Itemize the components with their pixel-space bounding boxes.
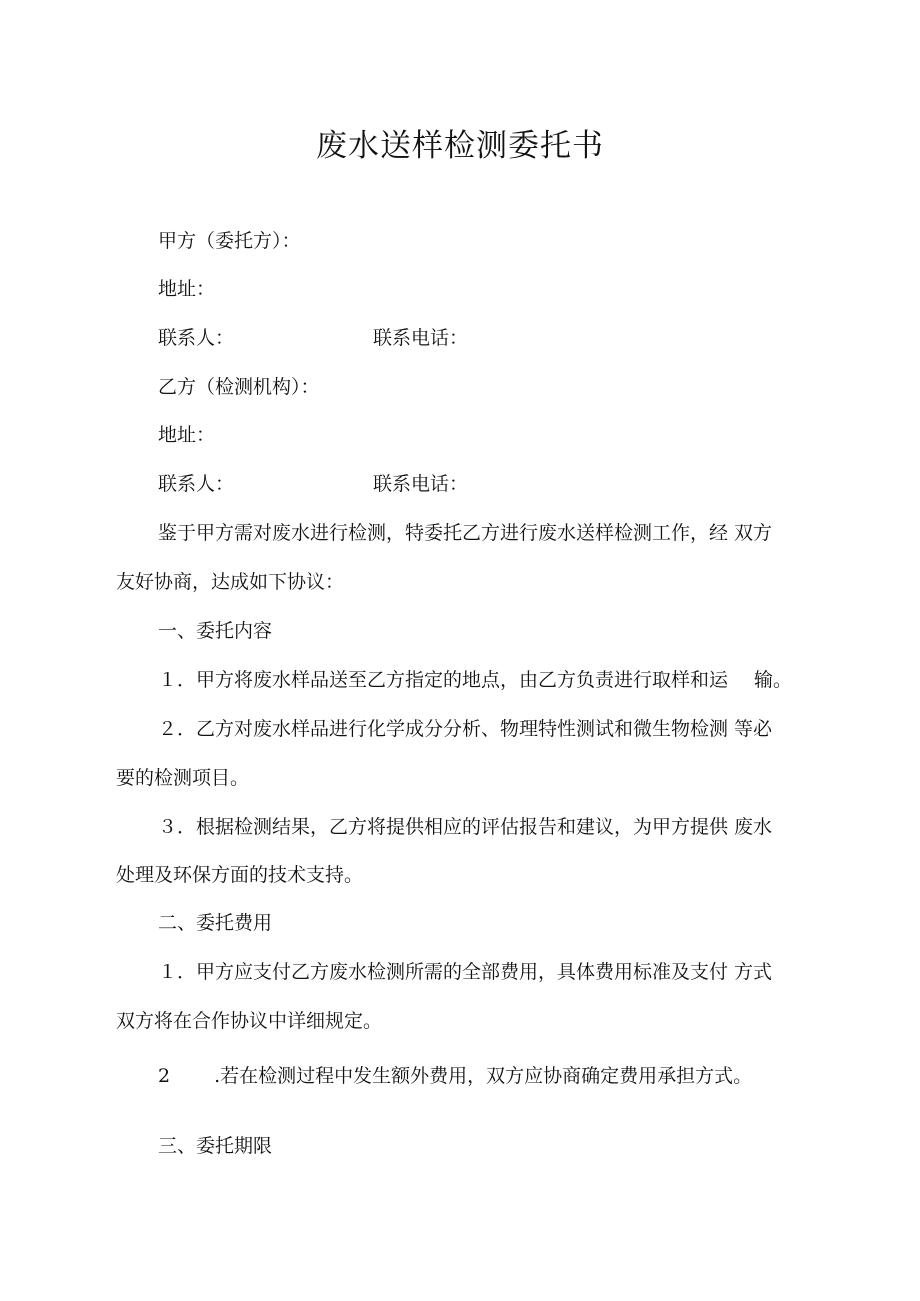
party-a-address-label: 地址：: [158, 278, 216, 300]
section-1-item-1-text: １．甲方将废水样品送至乙方指定的地点，由乙方负责进行取样和运: [158, 669, 729, 691]
section-2-item-1-line-2: 双方将在合作协议中详细规定。: [116, 1010, 383, 1032]
preamble-line-2: 友好协商，达成如下协议：: [116, 571, 345, 593]
section-1-item-1-end: 输。: [754, 669, 793, 691]
section-2-item-2-text: .若在检测过程中发生额外费用，双方应协商确定费用承担方式。: [214, 1065, 753, 1087]
section-2-heading: 二、委托费用: [158, 912, 273, 934]
party-a-heading: 甲方（委托方）：: [158, 230, 301, 252]
section-1-item-1: [158, 667, 792, 693]
section-1-item-3-line-1: ３．根据检测结果，乙方将提供相应的评估报告和建议，为甲方提供 废水: [158, 816, 773, 838]
party-b-phone-label: 联系电话：: [373, 473, 469, 495]
section-3-heading: 三、委托期限: [158, 1135, 273, 1157]
section-1-item-3-line-2: 处理及环保方面的技术支持。: [116, 864, 364, 886]
party-a-contact-label: 联系人：: [158, 327, 235, 349]
section-1-item-2-line-1: ２．乙方对废水样品进行化学成分分析、物理特性测试和微生物检测 等必: [158, 718, 773, 740]
section-2-item-2-number: 2: [158, 1065, 171, 1087]
section-2-item-1-line-1: １．甲方应支付乙方废水检测所需的全部费用，具体费用标准及支付 方式: [158, 961, 773, 983]
section-1-item-2-line-2: 要的检测项目。: [116, 767, 250, 789]
section-2-item-2: [158, 1063, 752, 1089]
party-b-contact-label: 联系人：: [158, 473, 235, 495]
document-title: 废水送样检测委托书: [316, 128, 604, 164]
preamble-line-1: 鉴于甲方需对废水进行检测，特委托乙方进行废水送样检测工作，经 双方: [158, 522, 773, 544]
party-b-heading: 乙方（检测机构）：: [158, 376, 320, 398]
party-a-phone-label: 联系电话：: [373, 327, 469, 349]
party-b-address-label: 地址：: [158, 424, 216, 446]
section-1-heading: 一、委托内容: [158, 620, 273, 642]
